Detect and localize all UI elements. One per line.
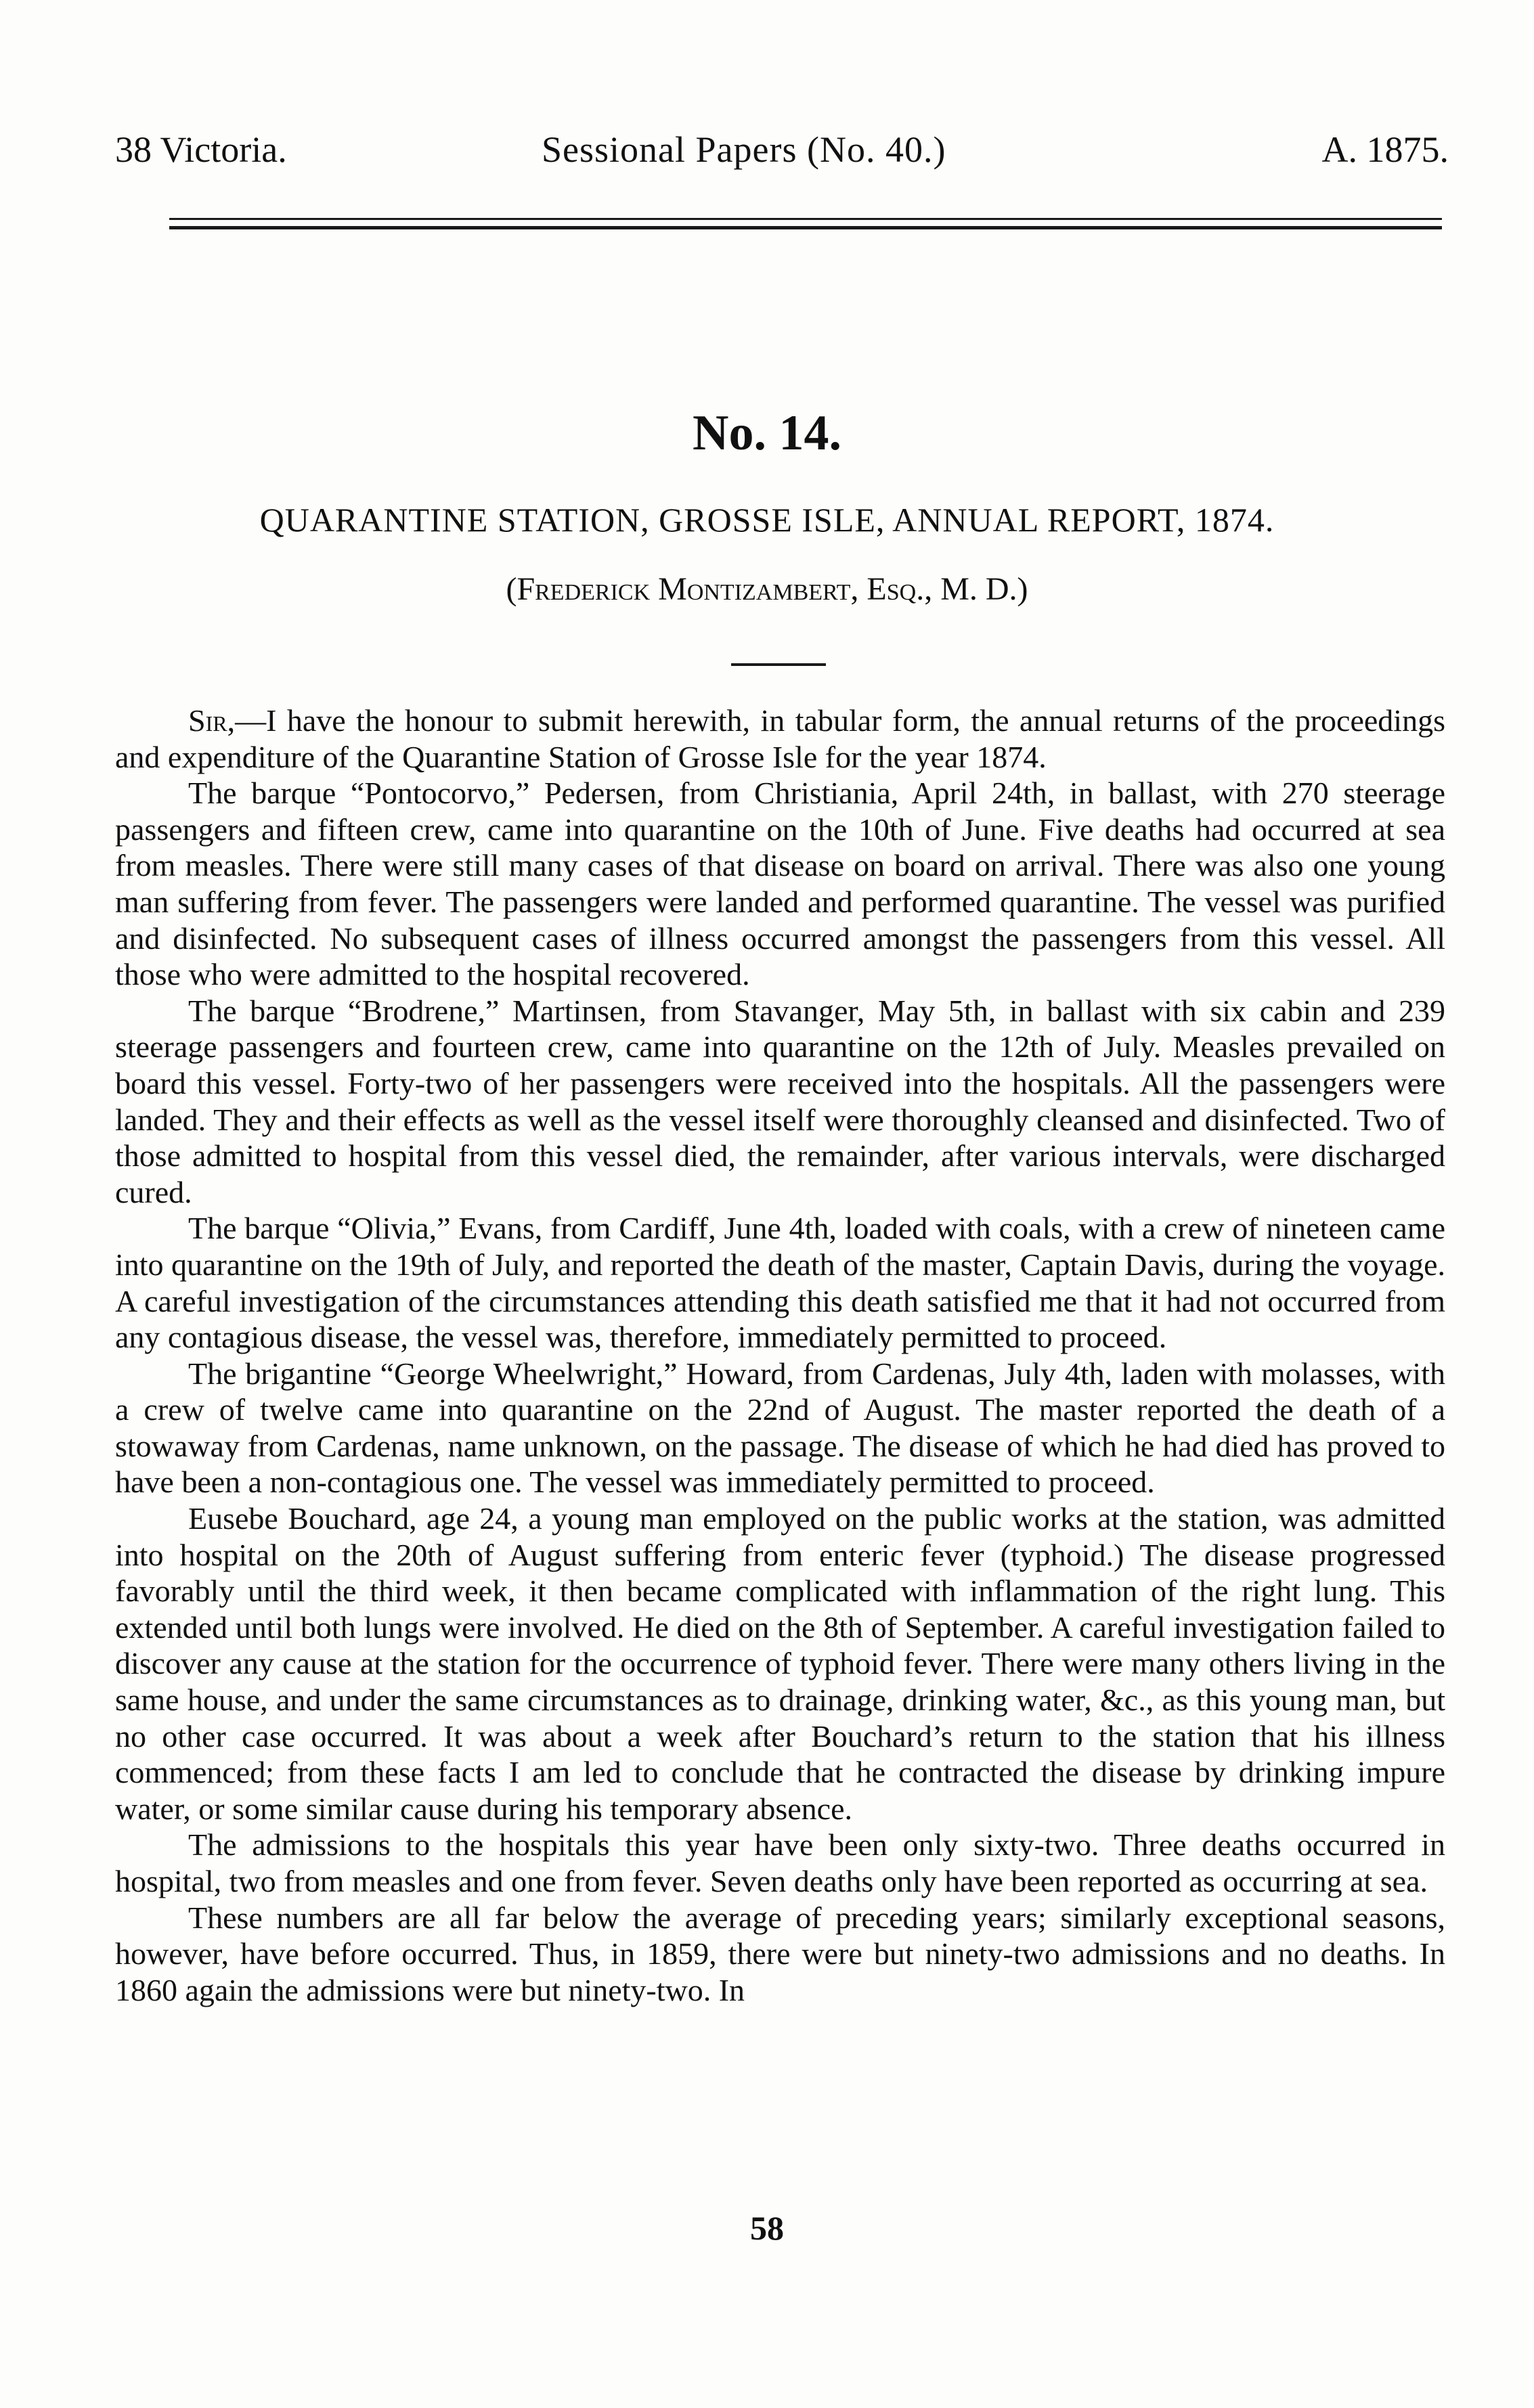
title-divider [731, 663, 826, 666]
running-header-left: 38 Victoria. [115, 129, 287, 170]
running-header-right: A. 1875. [1321, 129, 1449, 170]
report-title: QUARANTINE STATION, GROSSE ISLE, ANNUAL REPORT, 1874. [259, 501, 1275, 539]
paragraph-pontocorvo: The barque “Pontocorvo,” Pedersen, from Christiania, April 24th, in ballast, with 270 steerage passengers and fifteen crew, came into quarantine on the 10th of June. Five deaths had occurred at sea from measles. There were still many cases of that disease on board on arrival. There was also one young man suffering from fever. The passengers were landed and performed quarantine. The vessel was purified and disinfected. No subsequent cases of illness occurred amongst the passengers from this vessel. All those who were admitted to the hospital recovered. [115, 776, 1445, 992]
paragraph-intro-text: —I have the honour to submit herewith, in tabular form, the annual returns of the proceedings and expenditure of the Quarantine Station of Grosse Isle for the year 1874. [115, 703, 1445, 774]
header-rule-thin [169, 218, 1442, 220]
running-header-center: Sessional Papers (No. 40.) [542, 129, 946, 170]
page-number: 58 [750, 2209, 784, 2247]
paragraph-olivia: The barque “Olivia,” Evans, from Cardiff, June 4th, loaded with coals, with a crew of nineteen came into quarantine on the 19th of July, and reported the death of the master, Captain Davis, during the voyage. A careful investigation of the circumstances attending this death satisfied me that it had not occurred from any contagious disease, the vessel was, therefore, immediately permitted to proceed. [115, 1211, 1445, 1355]
salutation: Sir, [188, 703, 236, 738]
header-rule-thick [169, 226, 1442, 229]
paragraph-bouchard: Eusebe Bouchard, age 24, a young man employed on the public works at the station, was admitted into hospital on the 20th of August suffering from enteric fever (typhoid.) The disease progressed favorably until the third week, it then became complicated with inflammation of the right lung. This extended until both lungs were involved. He died on the 8th of September. A careful investigation failed to discover any cause at the station for the occurrence of typhoid fever. There were many others living in the same house, and under the same circumstances as to drainage, drinking water, &c., as this young man, but no other case occurred. It was about a week after Bouchard’s return to the station that his illness commenced; from these facts I am led to conclude that he contracted the disease by drinking impure water, or some similar cause during his temporary absence. [115, 1501, 1445, 1826]
paragraph-admissions: The admissions to the hospitals this year have been only sixty-two. Three deaths occurred in hospital, two from measles and one from fever. Seven deaths only have been reported as occurring at sea. [115, 1827, 1445, 1898]
report-body [115, 703, 1445, 2008]
paragraph-intro [115, 703, 1445, 775]
author-line: (Frederick Montizambert, Esq., M. D.) [506, 571, 1028, 607]
paragraph-averages: These numbers are all far below the average of preceding years; similarly exceptional seasons, however, have before occurred. Thus, in 1859, there were but ninety-two admissions and no deaths. In 1860 again the admissions were but ninety-two. In [115, 1900, 1445, 2007]
paragraph-george-wheelwright: The brigantine “George Wheelwright,” Howard, from Cardenas, July 4th, laden with molasses, with a crew of twelve came into quarantine on the 22nd of August. The master reported the death of a stowaway from Cardenas, name unknown, on the passage. The disease of which he had died has proved to have been a non-contagious one. The vessel was immediately permitted to proceed. [115, 1356, 1445, 1500]
running-header [115, 126, 1449, 173]
document-number: No. 14. [693, 405, 841, 461]
paragraph-brodrene: The barque “Brodrene,” Martinsen, from Stavanger, May 5th, in ballast with six cabin and 239 steerage passengers and fourteen crew, came into quarantine on the 12th of July. Measles prevailed on board this vessel. Forty-two of her passengers were received into the hospitals. All the passengers were landed. They and their effects as well as the vessel itself were thoroughly cleansed and disinfected. Two of those admitted to hospital from this vessel died, the remainder, after various intervals, were discharged cured. [115, 993, 1445, 1209]
